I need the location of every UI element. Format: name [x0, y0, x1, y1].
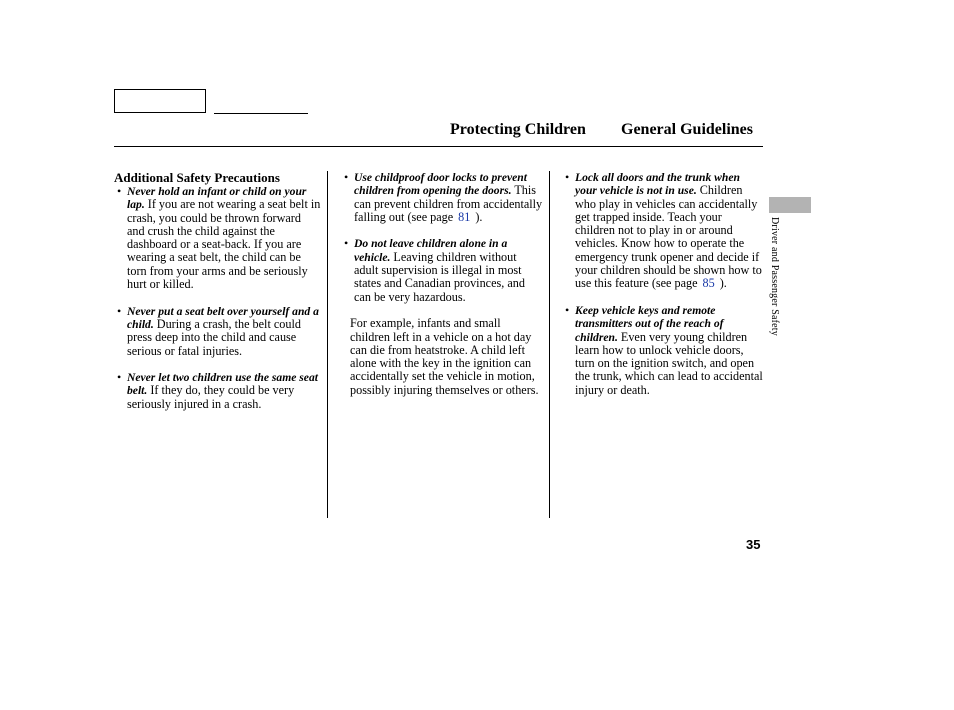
- bullet-icon: •: [117, 184, 122, 198]
- bullet-body: Even very young children learn how to unlock vehicle doors, turn on the ignition switch, and open the trunk, which can lead to accidental injury or death.: [575, 329, 763, 397]
- column-3: [562, 171, 763, 397]
- bullet-lead: Do not leave children alone in a vehicle.: [354, 237, 508, 264]
- bullet-body-end: ).: [475, 209, 483, 224]
- bullet-icon: •: [117, 303, 122, 318]
- page-ref-link[interactable]: 85: [702, 276, 715, 291]
- bullet-lead: Lock all doors and the trunk when your vehicle is not in use.: [575, 171, 740, 198]
- bullet-lead: Use childproof door locks to prevent children from opening the doors.: [354, 171, 527, 198]
- column-divider: [327, 171, 328, 518]
- section-title: Protecting Children: [450, 121, 586, 138]
- column-2: [341, 171, 543, 397]
- bullet-icon: •: [565, 302, 570, 317]
- list-item: [562, 171, 763, 291]
- bullet-lead: Keep vehicle keys and remote transmitters out of the reach of children.: [575, 303, 724, 344]
- bullet-lead: Never let two children use the same seat belt.: [127, 371, 318, 398]
- header-rule: [114, 146, 763, 147]
- page-title: General Guidelines: [621, 121, 753, 138]
- bullet-body: During a crash, the belt could press deep into the child and cause serious or fatal injuries.: [127, 316, 301, 358]
- body-paragraph: For example, infants and small children left in a vehicle on a hot day can die from heatstroke. A child left alone with the key in the ignition can accidentally set the vehicle in motion, possibly injuring themselves or others.: [350, 316, 539, 397]
- page-number: 35: [746, 537, 761, 552]
- list-item: [114, 371, 321, 411]
- nav-box[interactable]: [114, 89, 206, 113]
- bullet-body: This can prevent children from accidentally falling out (see page: [354, 183, 543, 224]
- bullet-body: Leaving children without adult supervision is illegal in most states and Canadian provinces, and can be very hazardous.: [354, 249, 525, 304]
- bullet-lead: Never put a seat belt over yourself and a child.: [127, 304, 319, 331]
- page-ref-link[interactable]: 81: [458, 209, 471, 224]
- bullet-icon: •: [344, 236, 349, 251]
- bullet-icon: •: [344, 170, 349, 184]
- list-item: [562, 304, 763, 397]
- column-1: [114, 171, 321, 411]
- bullet-body: Children who play in vehicles can accidentally get trapped inside. Teach your children not to play in or around vehicles. Know how to operate the emergency trunk opener and decide if your children should be shown how to use this feature (see page: [575, 183, 762, 291]
- column-divider: [549, 171, 550, 518]
- bullet-body-end: ).: [719, 276, 727, 291]
- nav-underline[interactable]: [214, 113, 308, 114]
- bullet-body: If you are not wearing a seat belt in crash, you could be thrown forward and crush the child against the dashboard or a seat-back. If you are wearing a seat belt, the child can be torn from your arms and be seriously hurt or killed.: [127, 197, 321, 292]
- list-item: [341, 171, 543, 224]
- bullet-lead: Never hold an infant or child on your lap.: [127, 185, 307, 212]
- section-tab[interactable]: [769, 197, 811, 213]
- section-tab-label: Driver and Passenger Safety: [769, 217, 780, 336]
- bullet-icon: •: [565, 170, 570, 184]
- list-item: [341, 237, 543, 303]
- bullet-icon: •: [117, 370, 122, 385]
- section-heading: Additional Safety Precautions: [114, 170, 280, 185]
- bullet-body: If they do, they could be very seriously injured in a crash.: [127, 383, 295, 411]
- list-item: [114, 185, 321, 291]
- list-item: [114, 305, 321, 358]
